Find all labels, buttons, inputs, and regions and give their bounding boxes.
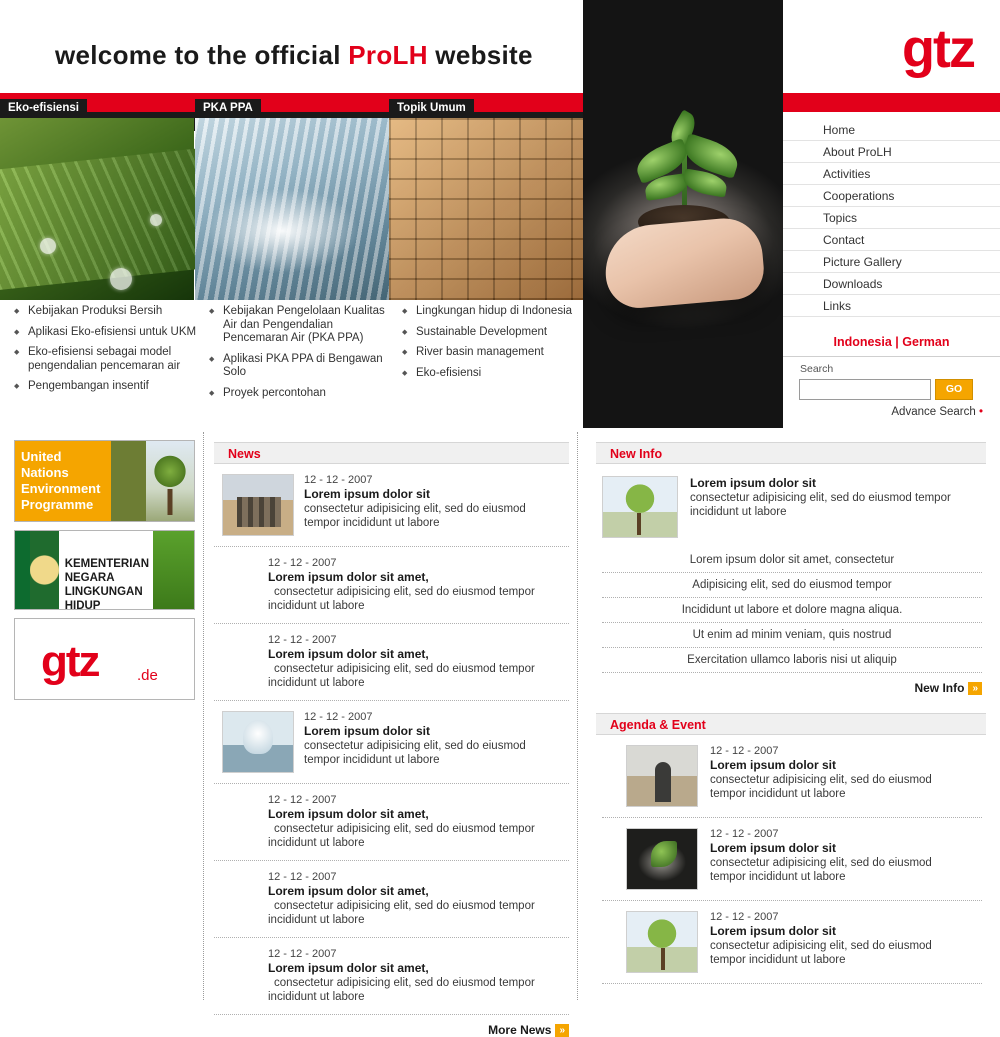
page-title [55, 40, 533, 71]
topic-link-columns [0, 305, 583, 425]
chevron-right-icon[interactable]: » [968, 682, 982, 695]
news-body [304, 474, 561, 536]
language-switcher [783, 327, 1000, 357]
news-text: consectetur adipisicing elit, sed do eiusmod tempor incididunt ut labore [304, 740, 526, 766]
topic-label-1[interactable]: Eko-efisiensi [0, 99, 87, 118]
agenda-body [710, 745, 970, 807]
news-item[interactable] [214, 938, 569, 1015]
topic-label-3[interactable]: Topik Umum [389, 99, 474, 118]
right-content-column [588, 432, 994, 1000]
news-text: consectetur adipisicing elit, sed do eiusmod tempor incididunt ut labore [268, 900, 535, 926]
bullet-item[interactable]: ◆ Proyek percontohan [223, 387, 395, 401]
news-date: 12 - 12 - 2007 [268, 948, 337, 960]
agenda-text: consectetur adipisicing elit, sed do eiusmod tempor incididunt ut labore [710, 940, 932, 966]
site-header [0, 0, 583, 104]
unep-line-1: United [21, 449, 62, 464]
topic-photo-eko-efisiensi[interactable] [0, 102, 194, 300]
news-text: consectetur adipisicing elit, sed do eiusmod tempor incididunt ut labore [304, 503, 526, 529]
brand-name: ProLH [348, 40, 428, 70]
bullet-column-2 [205, 305, 395, 407]
more-news-row[interactable] [214, 1023, 569, 1037]
agenda-date: 12 - 12 - 2007 [710, 828, 779, 840]
agenda-title[interactable]: Lorem ipsum dolor sit [710, 758, 837, 772]
news-title[interactable]: Lorem ipsum dolor sit amet, [268, 961, 429, 975]
klh-line-1: KEMENTERIAN NEGARA [64, 558, 150, 584]
klh-line-2: LINGKUNGAN HIDUP [64, 586, 143, 612]
bullet-item[interactable]: ◆ Eko-efisiensi sebagai model pengendalian pencemaran air [28, 346, 200, 373]
news-text: consectetur adipisicing elit, sed do eiusmod tempor incididunt ut labore [268, 663, 535, 689]
bullet-item[interactable]: ◆ River basin management [416, 346, 578, 360]
new-info-link[interactable]: Lorem ipsum dolor sit amet, consectetur [602, 548, 982, 573]
new-info-panel-title: New Info [596, 442, 986, 464]
news-item[interactable] [214, 547, 569, 624]
gtz-logo-text: gtz [902, 19, 974, 79]
advanced-search-marker: • [978, 406, 983, 418]
news-item[interactable] [214, 701, 569, 784]
klh-banner-text [59, 531, 153, 612]
bullet-item[interactable]: ◆ Pengembangan insentif [28, 380, 200, 394]
news-date: 12 - 12 - 2007 [268, 794, 337, 806]
news-title[interactable]: Lorem ipsum dolor sit amet, [268, 647, 429, 661]
news-date: 12 - 12 - 2007 [268, 871, 337, 883]
search-input[interactable] [799, 379, 931, 400]
hand-shape [602, 215, 767, 310]
topic-photo-strip [0, 102, 583, 300]
agenda-thumbnail [626, 828, 698, 890]
chevron-right-icon[interactable]: » [555, 1024, 569, 1037]
gtz-banner-suffix: .de [137, 667, 158, 684]
agenda-thumbnail [626, 911, 698, 973]
agenda-item[interactable] [602, 735, 982, 818]
news-date: 12 - 12 - 2007 [304, 474, 373, 486]
klh-seal-icon [30, 531, 59, 609]
header-red-bar [0, 93, 583, 112]
nav-item-picture-gallery[interactable]: Picture Gallery [783, 251, 1000, 273]
bullet-column-1 [10, 305, 200, 401]
gtz-logo [783, 0, 1000, 93]
agenda-title[interactable]: Lorem ipsum dolor sit [710, 841, 837, 855]
agenda-thumbnail [626, 745, 698, 807]
bullet-item[interactable]: ◆ Kebijakan Produksi Bersih [28, 305, 200, 319]
bullet-item[interactable]: ◆ Aplikasi PKA PPA di Bengawan Solo [223, 353, 395, 380]
news-title[interactable]: Lorem ipsum dolor sit amet, [268, 570, 429, 584]
water-splash-texture [195, 118, 389, 300]
nav-item-downloads[interactable]: Downloads [783, 273, 1000, 295]
news-text: consectetur adipisicing elit, sed do eiusmod tempor incididunt ut labore [268, 977, 535, 1003]
bullet-item[interactable]: ◆ Eko-efisiensi [416, 367, 578, 381]
bullet-item[interactable]: ◆ Aplikasi Eko-efisiensi untuk UKM [28, 326, 200, 340]
agenda-body [710, 828, 970, 890]
nav-item-cooperations[interactable]: Cooperations [783, 185, 1000, 207]
agenda-date: 12 - 12 - 2007 [710, 911, 779, 923]
unep-green-block [111, 441, 146, 521]
bullet-item[interactable]: ◆ Sustainable Development [416, 326, 578, 340]
news-date: 12 - 12 - 2007 [268, 634, 337, 646]
water-drop-icon [150, 214, 162, 226]
bullet-column-3 [398, 305, 578, 387]
news-text: consectetur adipisicing elit, sed do eiusmod tempor incididunt ut labore [268, 823, 535, 849]
news-item[interactable] [214, 624, 569, 701]
right-panel [783, 0, 1000, 428]
banner-unep[interactable] [14, 440, 195, 522]
agenda-title[interactable]: Lorem ipsum dolor sit [710, 924, 837, 938]
new-info-link[interactable]: Exercitation ullamco laboris nisi ut aliquip [602, 648, 982, 673]
new-info-thumbnail [602, 476, 678, 538]
nav-item-about-prolh[interactable]: About ProLH [783, 141, 1000, 163]
welcome-prefix: welcome to the official [55, 40, 349, 70]
agenda-item[interactable] [602, 818, 982, 901]
gtz-banner-logo: gtz [41, 637, 99, 686]
news-thumbnail [222, 474, 294, 536]
new-info-text: consectetur adipisicing elit, sed do eiusmod tempor incididunt ut labore [690, 492, 951, 518]
agenda-text: consectetur adipisicing elit, sed do eiusmod tempor incididunt ut labore [710, 857, 932, 883]
unep-line-4: Programme [21, 497, 94, 512]
klh-green-panel [153, 531, 194, 609]
new-info-body [690, 476, 982, 538]
new-info-title[interactable]: Lorem ipsum dolor sit [690, 476, 817, 490]
unep-banner-text [15, 441, 111, 521]
nav-item-links[interactable]: Links [783, 295, 1000, 317]
agenda-date: 12 - 12 - 2007 [710, 745, 779, 757]
search-go-button[interactable]: GO [935, 379, 973, 400]
language-german[interactable]: German [902, 335, 950, 349]
news-date: 12 - 12 - 2007 [304, 711, 373, 723]
klh-green-bar [15, 531, 30, 609]
more-new-info-label: New Info [914, 681, 965, 695]
tree-photo [146, 441, 194, 521]
nav-item-activities[interactable]: Activities [783, 163, 1000, 185]
bullet-item[interactable]: ◆ Kebijakan Pengelolaan Kualitas Air dan Pengendalian Pencemaran Air (PKA PPA) [223, 305, 395, 346]
news-item[interactable] [214, 861, 569, 938]
content-area [0, 428, 1000, 1037]
agenda-panel-title: Agenda & Event [596, 713, 986, 735]
agenda-body [710, 911, 970, 973]
water-drop-icon [40, 238, 56, 254]
search-label: Search [800, 363, 834, 375]
welcome-suffix: website [427, 40, 533, 70]
news-date: 12 - 12 - 2007 [268, 557, 337, 569]
new-info-featured[interactable] [588, 464, 994, 548]
news-item[interactable] [214, 784, 569, 861]
more-new-info-row[interactable] [596, 681, 982, 695]
topic-photo-pka-ppa[interactable] [195, 102, 389, 300]
more-news-label: More News [488, 1023, 552, 1037]
topic-photo-topik-umum[interactable] [389, 102, 583, 300]
right-red-bar [783, 93, 1000, 112]
hero-image-plant-in-hand [583, 0, 783, 428]
nav-item-topics[interactable]: Topics [783, 207, 1000, 229]
news-column [206, 432, 578, 1037]
nav-item-home[interactable]: Home [783, 119, 1000, 141]
water-drop-icon [110, 268, 132, 290]
advanced-search-label: Advance Search [891, 406, 976, 418]
news-panel-title: News [214, 442, 569, 464]
news-text: consectetur adipisicing elit, sed do eiusmod tempor incididunt ut labore [268, 586, 535, 612]
timber-logs-texture [389, 118, 583, 300]
topic-label-2[interactable]: PKA PPA [195, 99, 261, 118]
nav-item-contact[interactable]: Contact [783, 229, 1000, 251]
advanced-search-link[interactable] [783, 406, 983, 418]
news-item[interactable] [214, 464, 569, 547]
banner-gtz-de[interactable] [14, 618, 195, 700]
unep-line-3: Environment [21, 481, 101, 496]
news-body [304, 711, 561, 773]
language-separator: | [891, 335, 903, 349]
new-info-link[interactable]: Ut enim ad minim veniam, quis nostrud [602, 623, 982, 648]
new-info-link[interactable]: Adipisicing elit, sed do eiusmod tempor [602, 573, 982, 598]
main-navigation [783, 119, 1000, 317]
agenda-text: consectetur adipisicing elit, sed do eiusmod tempor incididunt ut labore [710, 774, 932, 800]
news-title[interactable]: Lorem ipsum dolor sit [304, 724, 431, 738]
agenda-item[interactable] [602, 901, 982, 984]
new-info-link[interactable]: Incididunt ut labore et dolore magna aliqua. [602, 598, 982, 623]
sidebar-banners [6, 432, 204, 1000]
news-thumbnail [222, 711, 294, 773]
language-indonesia[interactable]: Indonesia [833, 335, 892, 349]
banner-klh[interactable] [14, 530, 195, 610]
unep-line-2: Nations [21, 465, 69, 480]
search-area [783, 358, 1000, 428]
bullet-item[interactable]: ◆ Lingkungan hidup di Indonesia [416, 305, 578, 319]
news-title[interactable]: Lorem ipsum dolor sit amet, [268, 884, 429, 898]
news-title[interactable]: Lorem ipsum dolor sit [304, 487, 431, 501]
news-title[interactable]: Lorem ipsum dolor sit amet, [268, 807, 429, 821]
